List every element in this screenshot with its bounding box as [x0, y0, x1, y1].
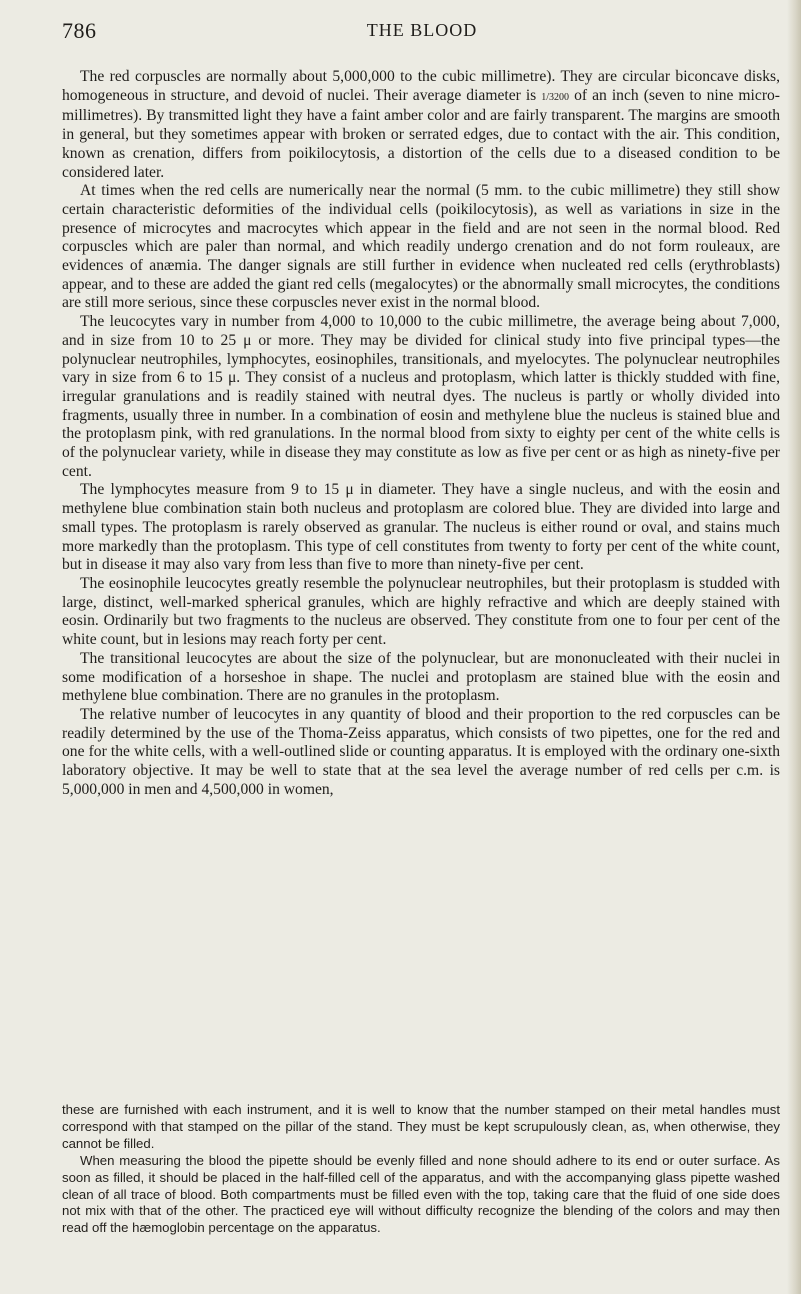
fraction: 1/3200 [541, 91, 570, 103]
page-edge-shadow [787, 0, 801, 1294]
paragraph-text: The red corpuscles are normally about 5,000,000 to the cubic millimetre). They are circular biconcave disks, homogeneous in structure, and devoid of nuclei. Their average diameter is [62, 68, 780, 104]
running-head: THE BLOOD [366, 20, 478, 40]
paragraph-leucocytes: The leucocytes vary in number from 4,000 to 10,000 to the cubic millimetre, the average being about 7,000, and in size from 10 to 25 μ or more. They may be divided for clinical study into five principal types—the polynuclear neutrophiles, lymphocytes, eosinophiles, transitionals, and myelocytes. The polynuclear neutrophiles vary in size from 6 to 15 μ. They consist of a nucleus and protoplasm, which latter is thickly studded with fine, irregular granulations and is readily stained with neutral dyes. The nucleus is partly or wholly divided into fragments, usually three in number. In a combination of eosin and methylene blue the nucleus is stained blue and the protoplasm pink, with red granulations. In the normal blood from sixty to eighty per cent of the white cells is of the polynuclear variety, while in disease they may constitute as low as five per cent or as high as ninety-five per cent. [62, 313, 780, 480]
paragraph-text: of an inch (seven to nine micro-millimetres). By transmitted light they have a faint amber color and are fairly transparent. The margins are smooth in general, but they sometimes appear with broken or serrated edges, due to contact with the air. This condition, known as crenation, differs from poikilocytosis, a distortion of the cells due to a diseased condition to be considered later. [62, 86, 780, 181]
paragraph-lymphocytes: The lymphocytes measure from 9 to 15 μ in diameter. They have a single nucleus, and with the eosin and methylene blue combination stain both nucleus and protoplasm are colored blue. They are divided into large and small types. The protoplasm is rarely observed as granular. The nucleus is either round or oval, and stains much more markedly than the protoplasm. This type of cell constitutes from twenty to forty per cent of the white count, but in disease it may also vary from less than five to more than ninety-five per cent. [62, 481, 780, 574]
paragraph-red-corpuscles [62, 68, 780, 182]
page-number: 786 [62, 18, 97, 43]
paragraph-poikilocytosis: At times when the red cells are numerically near the normal (5 mm. to the cubic millimetre) they still show certain characteristic deformities of the individual cells (poikilocytosis), as well as variations in size in the presence of microcytes and macrocytes which appear in the field and are not seen in the normal blood. Red corpuscles which are paler than normal, and which readily undergo crenation and do not form rouleaux, are evidences of anæmia. The danger signals are still further in evidence when nucleated red cells (erythroblasts) appear, and to these are added the giant red cells (megalocytes) or the abnormally small microcytes, the conditions are still more serious, since these corpuscles never exist in the normal blood. [62, 182, 780, 312]
body-text [62, 68, 780, 799]
footnote-paragraph: When measuring the blood the pipette should be evenly filled and none should adhere to its end or outer surface. As soon as filled, it should be placed in the half-filled cell of the apparatus, and with the accompanying glass pipette washed clean of all trace of blood. Both compartments must be filled even with the top, taking care that the fluid of one side does not mix with that of the other. The practiced eye will without difficulty recognize the blending of the colors and may then read off the hæmoglobin percentage on the apparatus. [62, 1152, 780, 1236]
paragraph-transitionals: The transitional leucocytes are about the size of the polynuclear, but are mononucleated with their nuclei in some modification of a horseshoe in shape. The nuclei and protoplasm are stained blue with the eosin and methylene blue combination. There are no granules in the protoplasm. [62, 649, 780, 705]
paragraph-eosinophiles: The eosinophile leucocytes greatly resemble the polynuclear neutrophiles, but their protoplasm is studded with large, distinct, well-marked spherical granules, which are highly refractive and which are deeply stained with eosin. Ordinarily but two fragments to the nucleus are observed. They constitute from one to four per cent of the white count, but in lesions may reach forty per cent. [62, 574, 780, 649]
paragraph-thoma-zeiss: The relative number of leucocytes in any quantity of blood and their proportion to the red corpuscles can be readily determined by the use of the Thoma-Zeiss apparatus, which consists of two pipettes, one for the red and one for the white cells, with a well-outlined slide or counting apparatus. It is employed with the ordinary one-sixth laboratory objective. It may be well to state that at the sea level the average number of red cells per c.m. is 5,000,000 in men and 4,500,000 in women, [62, 705, 780, 798]
page-header [62, 18, 782, 58]
footnote [62, 1102, 780, 1237]
footnote-continuation: these are furnished with each instrument, and it is well to know that the number stamped on their metal handles must correspond with that stamped on the pillar of the stand. They must be kept scrupulously clean, as, when otherwise, they cannot be filled. [62, 1102, 780, 1151]
